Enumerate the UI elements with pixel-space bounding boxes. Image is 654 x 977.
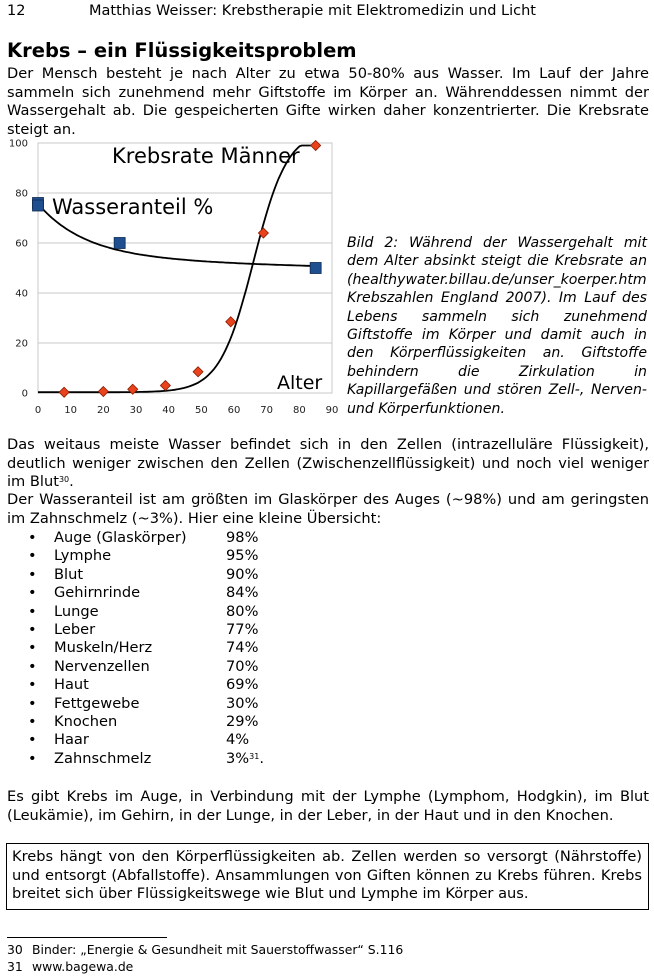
x-tick-label: 50 xyxy=(194,405,208,416)
bullet: • xyxy=(28,547,37,565)
running-title: Matthias Weisser: Krebstherapie mit Elektromedizin und Licht xyxy=(89,3,536,19)
y-tick-label: 0 xyxy=(21,388,28,400)
organ-name: Auge (Glaskörper) xyxy=(54,529,187,546)
footnote-30 xyxy=(7,942,403,957)
y-tick-label: 60 xyxy=(15,238,28,250)
organ-name: Fettgewebe xyxy=(54,694,140,712)
x-tick-label: 80 xyxy=(292,405,306,416)
sentence-end: . xyxy=(69,473,74,490)
list-item xyxy=(28,621,348,639)
paragraph-overview: Der Wasseranteil ist am größten im Glaskörper des Auges (~98%) und am geringsten im Zahnschmelz (~3%). Hier eine kleine Übersicht: xyxy=(7,491,649,527)
bullet: • xyxy=(28,676,37,694)
x-tick-label: 20 xyxy=(96,405,110,416)
water-percent xyxy=(226,529,258,547)
organ-name: Lunge xyxy=(54,602,99,620)
sentence-end: . xyxy=(259,749,264,767)
footnote-number: 30 xyxy=(7,942,23,957)
chart-grid xyxy=(38,143,332,393)
organ-name: Knochen xyxy=(54,712,118,730)
water-percent xyxy=(226,603,258,621)
list-item xyxy=(28,713,348,731)
intro-paragraph: Der Mensch besteht je nach Alter zu etwa 50-80% aus Wasser. Im Lauf der Jahre sammeln sich zunehmend mehr Giftstoffe im Körper an. Währenddessen nimmt der Wassergehalt ab. Die gespeicherten Gifte wirken daher konzentrierter. Die Krebsrate steigt an. xyxy=(7,65,649,138)
water-percent xyxy=(226,566,258,584)
water-percent xyxy=(226,584,258,602)
wasseranteil-point xyxy=(33,200,44,211)
page-number: 12 xyxy=(7,3,26,19)
x-tick-label: 0 xyxy=(34,405,42,416)
x-tick-label: 10 xyxy=(64,405,78,416)
bullet: • xyxy=(28,565,37,583)
percent-value: 74% xyxy=(226,639,259,657)
footnote-text: www.bagewa.de xyxy=(32,959,134,974)
plot-area xyxy=(38,143,332,393)
percent-value: 90% xyxy=(226,565,259,583)
bullet: • xyxy=(28,529,37,546)
footnote-31 xyxy=(7,959,133,974)
wasseranteil-point xyxy=(310,263,321,274)
organ-name: Lymphe xyxy=(54,547,112,565)
bullet: • xyxy=(28,639,37,657)
x-tick-label: 30 xyxy=(129,405,143,416)
list-item xyxy=(28,603,348,621)
water-percent xyxy=(226,621,258,639)
bullet: • xyxy=(28,749,37,767)
percent-value: 70% xyxy=(226,657,259,675)
organ-name: Haar xyxy=(54,731,89,749)
bullet: • xyxy=(28,620,37,638)
x-tick-label: 60 xyxy=(227,405,241,416)
water-percent xyxy=(226,676,258,694)
bullet: • xyxy=(28,731,37,749)
percent-value: 95% xyxy=(226,547,259,565)
percent-value: 3% xyxy=(226,749,250,767)
list-item xyxy=(28,529,348,547)
organ-name: Muskeln/Herz xyxy=(54,639,153,657)
water-percent xyxy=(226,658,258,676)
x-axis-label: Alter xyxy=(277,372,323,394)
footnote-ref: 31 xyxy=(249,751,260,761)
water-percent xyxy=(226,731,249,749)
y-tick-label: 100 xyxy=(8,138,28,150)
bullet: • xyxy=(28,584,37,602)
krebsrate-curve xyxy=(38,146,316,393)
organ-name: Nervenzellen xyxy=(54,657,150,675)
percent-value: 84% xyxy=(226,584,259,602)
list-item xyxy=(28,547,348,565)
krebsrate-point xyxy=(311,141,321,151)
percent-value: 30% xyxy=(226,694,259,712)
list-item xyxy=(28,639,348,657)
water-percent xyxy=(226,547,258,565)
percent-value: 80% xyxy=(226,602,259,620)
y-tick-label: 20 xyxy=(15,338,28,350)
krebsrate-point xyxy=(226,317,236,327)
summary-box: Krebs hängt von den Körperflüssigkeiten ab. Zellen werden so versorgt (Nährstoffe) und entsorgt (Abfallstoffe). Ansammlungen von Giften können zu Krebs führen. Krebs breitet sich über Flüssigkeitswege wie Blut und Lymphe im Körper aus. xyxy=(6,843,649,910)
water-content-list xyxy=(28,529,348,768)
krebsrate-label: Krebsrate Männer xyxy=(112,144,300,168)
paragraph-text: Das weitaus meiste Wasser befindet sich in den Zellen (intrazelluläre Flüssigkeit), deutlich weniger zwischen den Zellen (Zwischenzellflüssigkeit) und noch viel weniger im Blut xyxy=(7,436,649,490)
organ-name: Leber xyxy=(54,620,96,638)
x-tick-label: 40 xyxy=(162,405,176,416)
figure-caption: Bild 2: Während der Wassergehalt mit dem Alter absinkt steigt die Krebsrate an (healthywater.billau.de/unser_koerper.htm Krebszahlen England 2007). Im Lauf des Lebens sammeln sich zunehmend Giftstoffe im Körper und damit auch in den Körperflüssigkeiten an. Giftstoffe behindern die Zirkulation in Kapillargefäßen und stören Zell-, Nerven- und Körperfunktionen. xyxy=(347,235,647,417)
wasseranteil-point xyxy=(114,238,125,249)
list-item xyxy=(28,676,348,694)
y-tick-label: 80 xyxy=(15,188,28,200)
krebsrate-point xyxy=(193,367,203,377)
paragraph-cancer-locations: Es gibt Krebs im Auge, in Verbindung mit der Lymphe (Lymphom, Hodgkin), im Blut (Leukämie), im Gehirn, in der Lunge, in der Leber, in der Haut und in den Knochen. xyxy=(7,788,649,824)
water-cancer-chart xyxy=(2,135,340,423)
krebsrate-point xyxy=(160,381,170,391)
list-item xyxy=(28,566,348,584)
bullet: • xyxy=(28,602,37,620)
organ-name: Gehirnrinde xyxy=(54,584,141,602)
y-tick-label: 40 xyxy=(15,288,28,300)
percent-value: 29% xyxy=(226,712,259,730)
section-title: Krebs – ein Flüssigkeitsproblem xyxy=(7,39,357,62)
bullet: • xyxy=(28,694,37,712)
x-tick-label: 90 xyxy=(325,405,339,416)
water-percent xyxy=(226,695,258,713)
x-tick-label: 70 xyxy=(260,405,274,416)
organ-name: Haut xyxy=(54,676,89,694)
list-item xyxy=(28,731,348,749)
list-item xyxy=(28,695,348,713)
organ-name: Zahnschmelz xyxy=(54,749,152,767)
footnote-number: 31 xyxy=(7,959,23,974)
water-percent xyxy=(226,750,264,768)
footnote-separator xyxy=(7,937,167,938)
krebsrate-point xyxy=(59,387,69,397)
organ-name: Blut xyxy=(54,565,84,583)
water-percent xyxy=(226,713,258,731)
paragraph-water-distribution xyxy=(7,436,649,492)
list-item xyxy=(28,584,348,602)
water-percent xyxy=(226,639,258,657)
footnote-ref: 30 xyxy=(58,475,70,484)
list-item xyxy=(28,750,348,768)
percent-value: 4% xyxy=(226,731,250,749)
percent-value: 69% xyxy=(226,676,259,694)
bullet: • xyxy=(28,712,37,730)
bullet: • xyxy=(28,657,37,675)
percent-value: 77% xyxy=(226,620,259,638)
footnote-text: Binder: „Energie & Gesundheit mit Sauerstoffwasser“ S.116 xyxy=(32,942,404,957)
krebsrate-point xyxy=(98,387,108,397)
percent-value: 98% xyxy=(226,529,259,546)
wasseranteil-label: Wasseranteil % xyxy=(52,195,214,219)
list-item xyxy=(28,658,348,676)
